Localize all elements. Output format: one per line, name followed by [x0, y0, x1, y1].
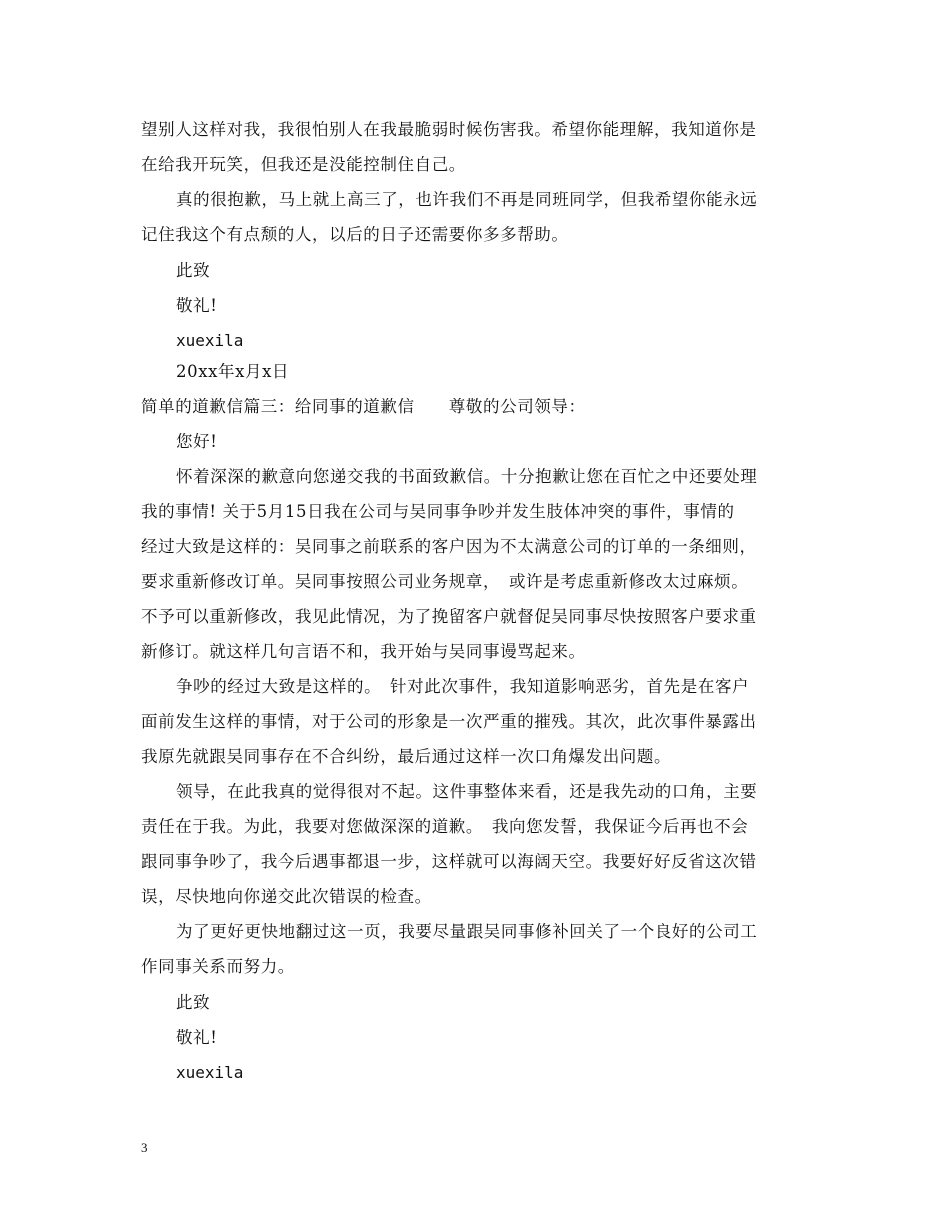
text-line: 作同事关系而努力。	[141, 957, 295, 976]
section-heading: 简单的道歉信篇三：给同事的道歉信 尊敬的公司领导：	[141, 397, 586, 416]
text-line: 怀着深深的歉意向您递交我的书面致歉信。十分抱歉让您在百忙之中还要处理	[176, 467, 758, 486]
text-line: 在给我开玩笑，但我还是没能控制住自己。	[141, 155, 466, 174]
text-line: 望别人这样对我，我很怕别人在我最脆弱时候伤害我。希望你能理解，我知道你是	[141, 120, 757, 139]
text-line: 跟同事争吵了，我今后遇事都退一步，这样就可以海阔天空。我要好好反省这次错	[141, 852, 757, 871]
text-line: 新修订。就这样几句言语不和，我开始与吴同事谩骂起来。	[141, 642, 586, 661]
signature-name: xuexila	[176, 331, 244, 350]
text-line: 记住我这个有点颓的人，以后的日子还需要你多多帮助。	[141, 225, 569, 244]
text-line: 我原先就跟吴同事存在不合纠纷，最后通过这样一次口角爆发出问题。	[141, 747, 672, 766]
text-line: 争吵的经过大致是这样的。 针对此次事件，我知道影响恶劣，首先是在客户	[176, 677, 750, 696]
text-line: 误，尽快地向你递交此次错误的检查。	[141, 887, 432, 906]
text-line: 我的事情! 关于5月15日我在公司与吴同事争吵并发生肢体冲突的事件，事情的	[141, 502, 735, 521]
signature-date: 20xx年x月x日	[176, 362, 290, 381]
text-line: 经过大致是这样的：吴同事之前联系的客户因为不太满意公司的订单的一条细则，	[141, 537, 757, 556]
signature-name: xuexila	[176, 1063, 244, 1082]
greeting: 您好!	[176, 432, 218, 451]
text-line: 为了更好更快地翻过这一页，我要尽量跟吴同事修补回关了一个良好的公司工	[176, 922, 758, 941]
text-line: 面前发生这样的事情，对于公司的形象是一次严重的摧残。其次，此次事件暴露出	[141, 712, 757, 731]
text-line: 要求重新修改订单。吴同事按照公司业务规章， 或许是考虑重新修改太过麻烦。	[141, 572, 749, 591]
closing-regards: 敬礼!	[176, 1028, 218, 1047]
closing-regards: 敬礼!	[176, 296, 218, 315]
text-line: 不予可以重新修改，我见此情况，为了挽留客户就督促吴同事尽快按照客户要求重	[141, 607, 757, 626]
page-number: 3	[141, 1140, 148, 1155]
text-line: 真的很抱歉，马上就上高三了，也许我们不再是同班同学，但我希望你能永远	[176, 190, 758, 209]
text-line: 领导，在此我真的觉得很对不起。这件事整体来看，还是我先动的口角，主要	[176, 782, 758, 801]
text-line: 责任在于我。为此，我要对您做深深的道歉。 我向您发誓，我保证今后再也不会	[141, 817, 749, 836]
closing-salutation: 此致	[176, 261, 211, 280]
closing-salutation: 此致	[176, 993, 211, 1012]
